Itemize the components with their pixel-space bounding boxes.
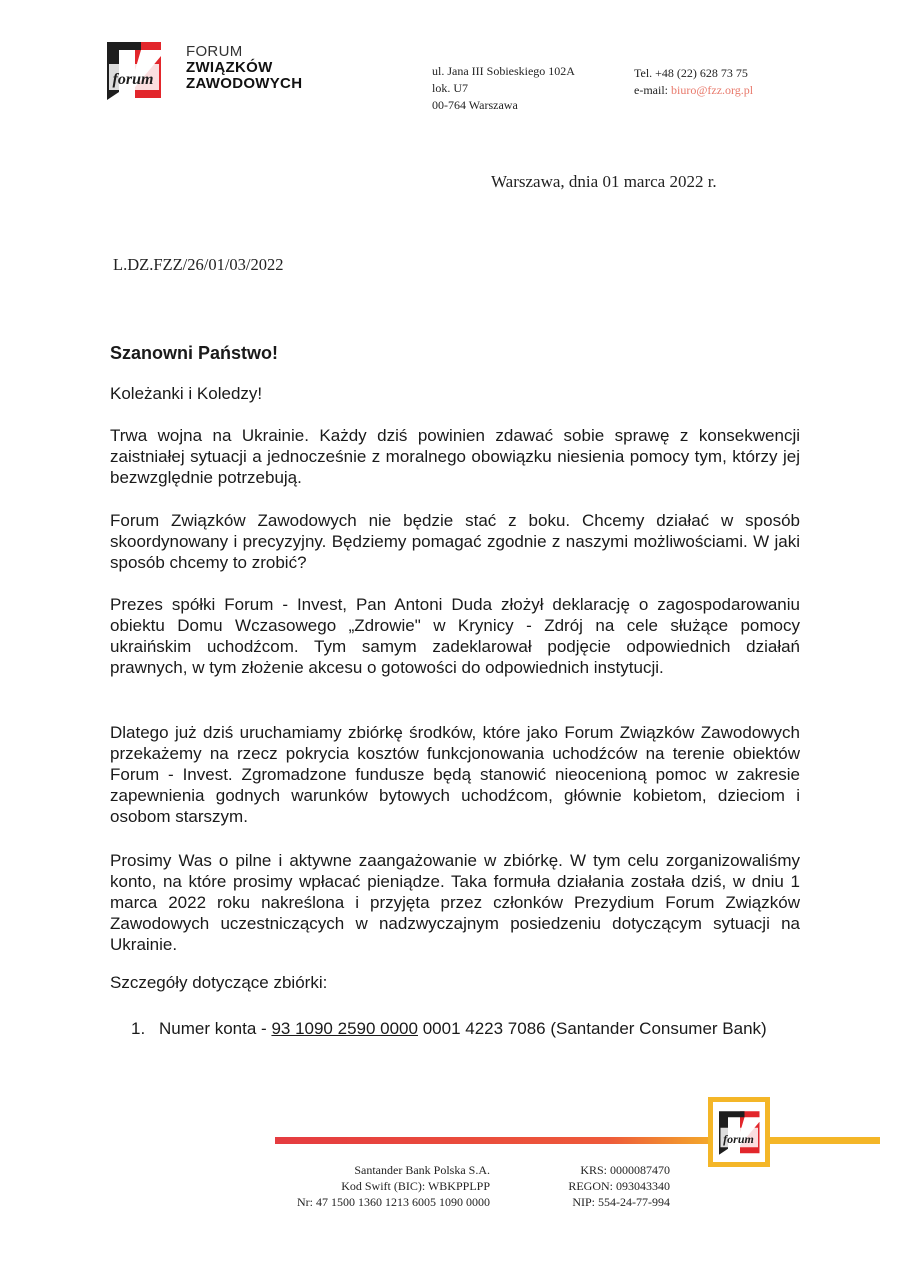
- footer-logo-icon: [719, 1110, 761, 1156]
- paragraph-1: Trwa wojna na Ukrainie. Każdy dziś powinien zdawać sobie sprawę z konsekwencji zaistniałej sytuacji a jednocześnie z moralnego obowiązku niesienia pomocy tym, którzy jej bezwzględnie potrzebują.: [110, 426, 800, 487]
- phone-number: Tel. +48 (22) 628 73 75: [634, 66, 748, 80]
- registration-details: [540, 1162, 670, 1210]
- organization-name: [186, 44, 302, 92]
- forum-logo: [107, 42, 163, 100]
- org-name-line3: ZAWODOWYCH: [186, 75, 303, 92]
- contact-info: [634, 65, 753, 99]
- logo-text: forum: [112, 71, 154, 88]
- reference-number: L.DZ.FZZ/26/01/03/2022: [113, 255, 284, 274]
- footer-gradient-bar: [275, 1131, 880, 1138]
- address-city: 00-764 Warszawa: [432, 98, 518, 112]
- letter-date: Warszawa, dnia 01 marca 2022 r.: [491, 172, 717, 191]
- nip-number: NIP: 554-24-77-994: [572, 1195, 670, 1209]
- details-heading: Szczegóły dotyczące zbiórki:: [110, 973, 328, 992]
- address-street: ul. Jana III Sobieskiego 102A: [432, 64, 575, 78]
- footer-bar-shape: [275, 1137, 880, 1144]
- address-unit: lok. U7: [432, 81, 468, 95]
- paragraph-2: Forum Związków Zawodowych nie będzie stać z boku. Chcemy działać w sposób skoordynowany i precyzyjny. Będziemy pomagać zgodnie z naszymi możliwościami. W jaki sposób chcemy to zrobić?: [110, 511, 800, 572]
- office-address: [432, 63, 575, 114]
- footer-logo-frame: [708, 1097, 770, 1167]
- paragraph-4: Dlatego już dziś uruchamiamy zbiórkę środków, które jako Forum Związków Zawodowych przekażemy na rzecz pokrycia kosztów funkcjonowania uchodźców na terenie obiektów Forum - Invest. Zgromadzone fundusze będą stanowić nieocenioną pomoc w zakresie zapewnienia godnych warunków bytowych uchodźcom, głównie kobietom, dzieciom i osobom starszym.: [110, 723, 800, 826]
- paragraph-5: Prosimy Was o pilne i aktywne zaangażowanie w zbiórkę. W tym celu zorganizowaliśmy konto, na które prosimy wpłacać pieniądze. Taka formuła działania została dziś, w dniu 1 marca 2022 roku nakreślona i przyjęta przez członków Prezydium Forum Związków Zawodowych uczestniczących w nadzwyczajnym posiedzeniu dotyczącym sytuacji na Ukrainie.: [110, 851, 800, 954]
- bank-account: Nr: 47 1500 1360 1213 6005 1090 0000: [297, 1195, 490, 1209]
- salutation: Szanowni Państwo!: [110, 343, 279, 363]
- email-line: [634, 82, 753, 99]
- email-link[interactable]: biuro@fzz.org.pl: [670, 83, 754, 97]
- list-number: 1.: [131, 1019, 146, 1038]
- account-number-underlined: 93 1090 2590 0000: [271, 1019, 418, 1038]
- regon-number: REGON: 093043340: [568, 1179, 670, 1193]
- account-number-text: [159, 1018, 801, 1039]
- account-prefix: Numer konta -: [159, 1019, 272, 1038]
- paragraph-3: Prezes spółki Forum - Invest, Pan Antoni Duda złożył deklarację o zagospodarowaniu obiektu Domu Wczasowego „Zdrowie" w Krynicy - Zdrój na cele służące pomocy ukraińskim uchodźcom. Tym samym zadeklarował podjęcie odpowiednich działań prawnych, w tym złożenie akcesu o gotowości do odpowiednich instytucji.: [110, 595, 800, 677]
- email-label: e-mail:: [634, 83, 671, 97]
- swift-code: Kod Swift (BIC): WBKPPLPP: [341, 1179, 490, 1193]
- org-name-line2: ZWIĄZKÓW: [186, 59, 273, 76]
- greeting: Koleżanki i Koledzy!: [110, 384, 263, 403]
- krs-number: KRS: 0000087470: [580, 1163, 670, 1177]
- bank-name: Santander Bank Polska S.A.: [354, 1163, 490, 1177]
- org-name-line1: FORUM: [186, 43, 243, 60]
- account-suffix: 0001 4223 7086 (Santander Consumer Bank): [417, 1019, 767, 1038]
- bank-details: [250, 1162, 490, 1210]
- forum-logo-icon: [107, 42, 163, 100]
- footer-logo-text: forum: [723, 1131, 754, 1146]
